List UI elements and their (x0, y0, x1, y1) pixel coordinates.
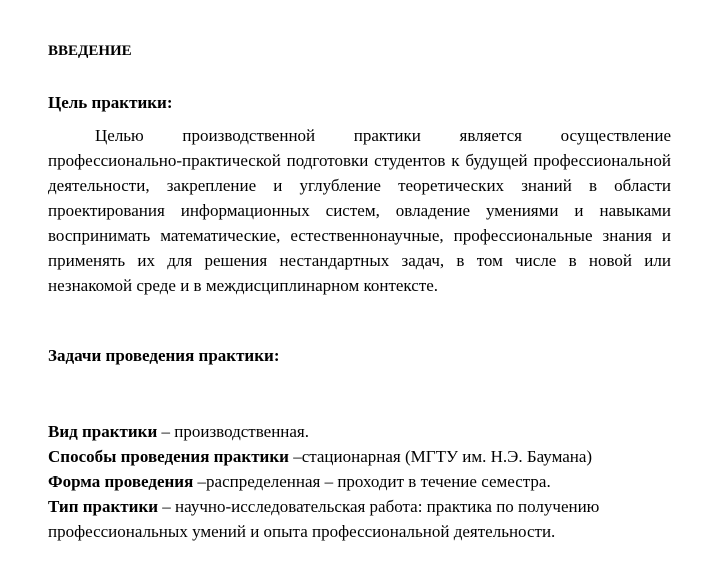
practice-form-value: –распределенная – проходит в течение семестра. (193, 472, 551, 491)
practice-method-value: –стационарная (МГТУ им. Н.Э. Баумана) (288, 447, 593, 466)
practice-info-block (48, 419, 671, 544)
practice-type-value: – производственная. (157, 422, 310, 441)
practice-method-line (48, 444, 671, 469)
practice-form-line (48, 469, 671, 494)
practice-goal-paragraph: Целью производственной практики является осуществление профессионально-практической подготовки студентов к будущей профессиональной деятельности, закрепление и углубление теоретических знаний в области проектирования информационных систем, овладение умениями и навыками воспринимать математические, естественнонаучные, профессиональные знания и применять их для решения нестандартных задач, в том числе в новой или незнакомой среде и в междисциплинарном контексте. (48, 126, 671, 295)
practice-kind-label: Тип практики (48, 497, 159, 516)
practice-kind-continuation: профессиональных умений и опыта профессиональной деятельности. (48, 522, 556, 541)
practice-type-line (48, 419, 671, 444)
practice-method-label: Способы проведения практики (48, 447, 289, 466)
practice-form-label: Форма проведения (48, 472, 194, 491)
practice-tasks-heading: Задачи проведения практики: (48, 346, 280, 365)
practice-goal-heading: Цель практики: (48, 93, 173, 112)
practice-kind-value: – научно-исследовательская работа: практика по получению (158, 497, 600, 516)
practice-kind-line (48, 494, 671, 519)
practice-type-label: Вид практики (48, 422, 158, 441)
introduction-heading: ВВЕДЕНИЕ (48, 43, 132, 59)
